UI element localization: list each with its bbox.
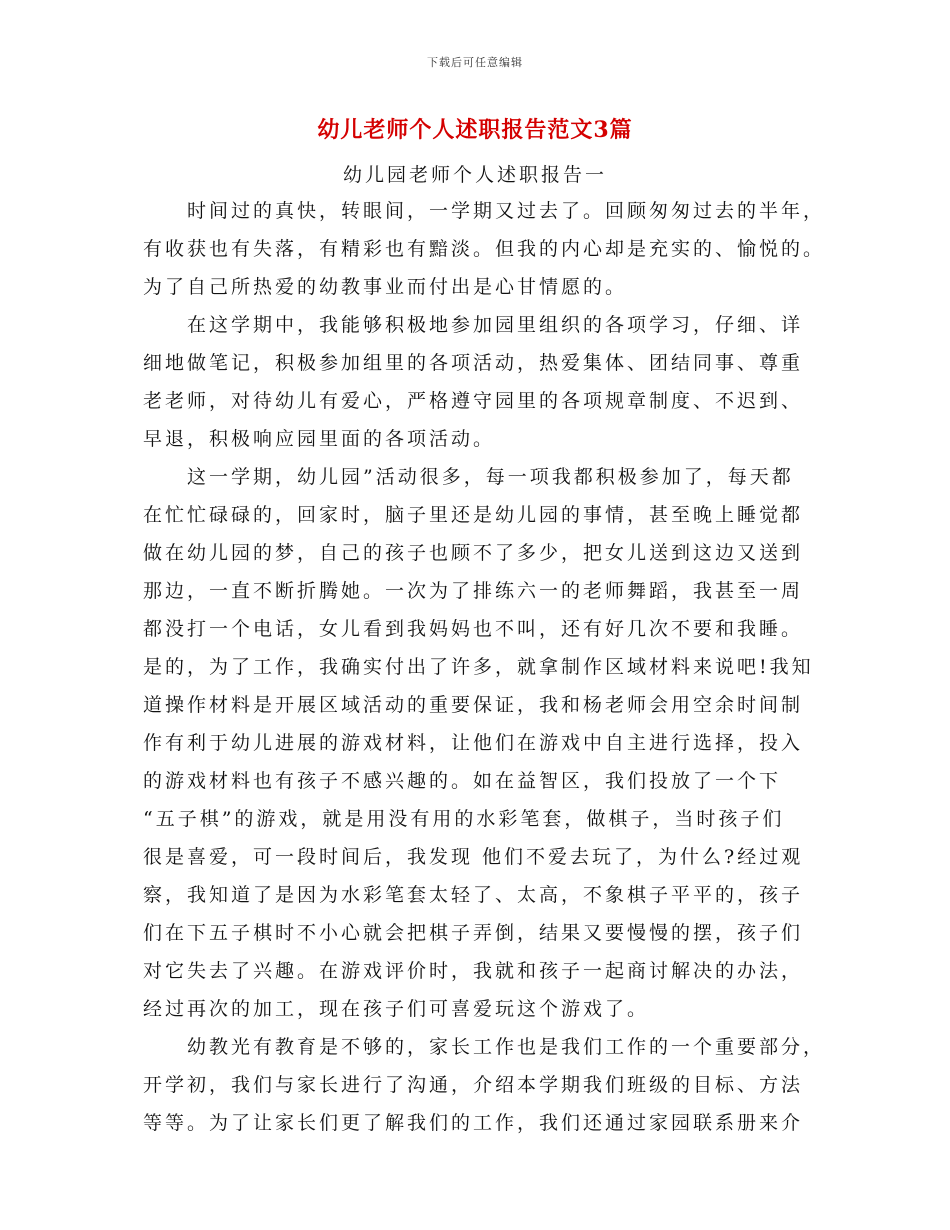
text-line: 察，我知道了是因为水彩笔套太轻了、太高，不象棋子平平的，孩子: [143, 884, 804, 906]
body-text: [143, 192, 826, 1142]
section-heading: 幼儿园老师个人述职报告一: [342, 164, 607, 186]
text-line: 是的，为了工作，我确实付出了许多，就拿制作区域材料来说吧!我知: [143, 656, 814, 678]
text-line: 很是喜爱，可一段时间后，我发现 他们不爱去玩了，为什么?经过观: [143, 846, 804, 868]
text-line: 等等。为了让家长们更了解我们的工作，我们还通过家园联系册来介: [143, 1112, 804, 1134]
text-line: 的游戏材料也有孩子不感兴趣的。如在益智区，我们投放了一个下: [143, 770, 782, 792]
paragraph-2: [143, 306, 803, 458]
text-line: 在这学期中，我能够积极地参加园里组织的各项学习，仔细、详: [187, 314, 804, 336]
text-line: 幼教光有教育是不够的，家长工作也是我们工作的一个重要部分，: [187, 1036, 826, 1058]
text-line: 作有利于幼儿进展的游戏材料，让他们在游戏中自主进行选择，投入: [143, 732, 804, 754]
text-line: 做在幼儿园的梦，自己的孩子也顾不了多少，把女儿送到这边又送到: [143, 542, 804, 564]
text-line: 为了自己所热爱的幼教事业而付出是心甘情愿的。: [143, 276, 628, 298]
text-line: 那边，一直不断折腾她。一次为了排练六一的老师舞蹈，我甚至一周: [143, 580, 804, 602]
text-line: 对它失去了兴趣。在游戏评价时，我就和孩子一起商讨解决的办法，: [143, 960, 804, 982]
text-line: 早退，积极响应园里面的各项活动。: [143, 428, 496, 450]
text-line: 有收获也有失落，有精彩也有黯淡。但我的内心却是充实的、愉悦的。: [143, 238, 826, 260]
text-line: 开学初，我们与家长进行了沟通，介绍本学期我们班级的目标、方法: [143, 1074, 804, 1096]
text-line: 经过再次的加工，现在孩子们可喜爱玩这个游戏了。: [143, 998, 650, 1020]
paragraph-3: [143, 458, 814, 1028]
text-line: 在忙忙碌碌的，回家时，脑子里还是幼儿园的事情，甚至晚上睡觉都: [143, 504, 804, 526]
document-title: 幼儿老师个人述职报告范文3篇: [317, 117, 633, 143]
text-line: “五子棋”的游戏，就是用没有用的水彩笔套，做棋子，当时孩子们: [143, 808, 785, 830]
paragraph-1: [143, 192, 826, 306]
text-line: 细地做笔记，积极参加组里的各项活动，热爱集体、团结同事、尊重: [143, 352, 804, 374]
text-line: 老老师，对待幼儿有爱心，严格遵守园里的各项规章制度、不迟到、: [143, 390, 804, 412]
text-line: 们在下五子棋时不小心就会把棋子弄倒，结果又要慢慢的摆，孩子们: [143, 922, 804, 944]
paragraph-4: [143, 1028, 826, 1142]
text-line: 都没打一个电话，女儿看到我妈妈也不叫，还有好几次不要和我睡。: [143, 618, 804, 640]
header-note: 下载后可任意编辑: [427, 56, 523, 69]
text-line: 道操作材料是开展区域活动的重要保证，我和杨老师会用空余时间制: [143, 694, 804, 716]
text-line: 这一学期，幼儿园”活动很多，每一项我都积极参加了，每天都: [187, 466, 794, 488]
text-line: 时间过的真快，转眼间，一学期又过去了。回顾匆匆过去的半年，: [187, 200, 826, 222]
